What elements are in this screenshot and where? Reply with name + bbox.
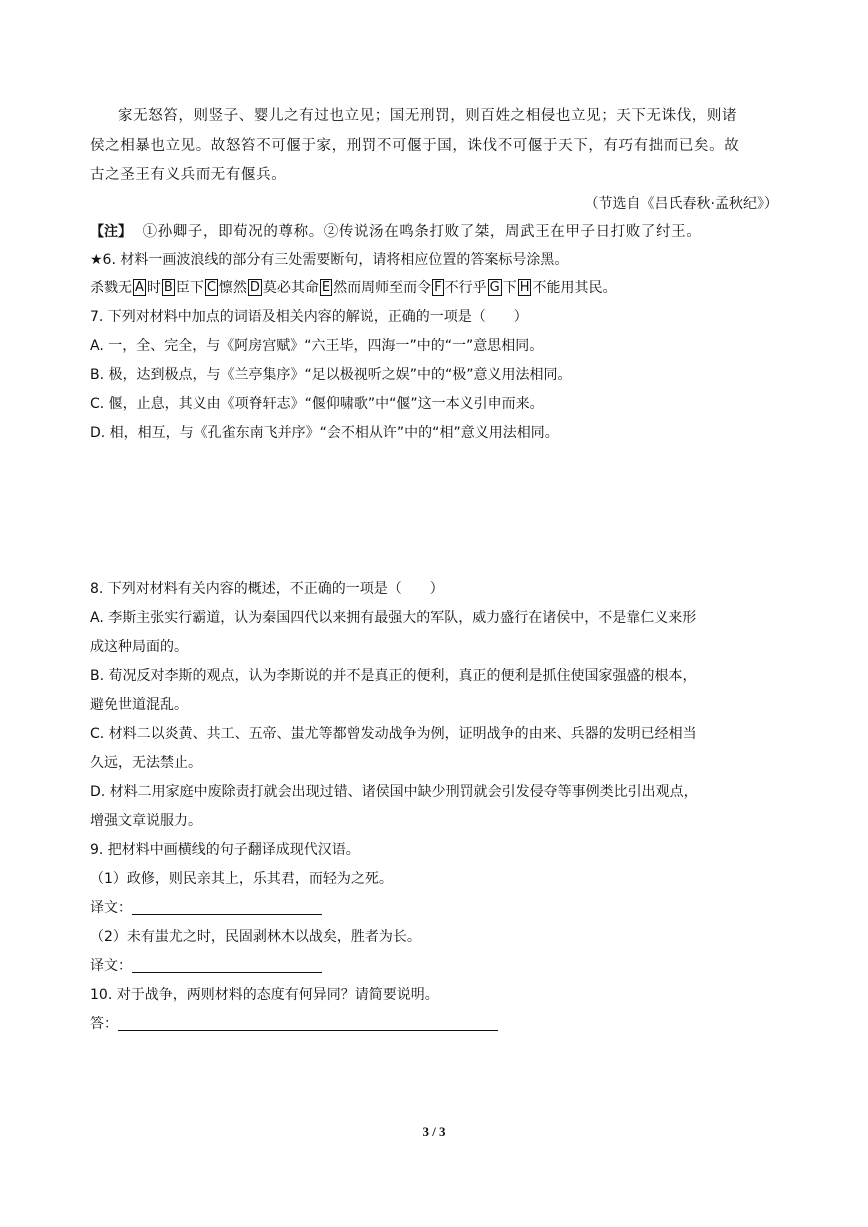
q6-segment: 杀戮无 [90, 280, 132, 296]
q6-mark-h[interactable]: H [519, 280, 530, 295]
q6-mark-g[interactable]: G [489, 280, 500, 295]
q6-mark-c[interactable]: C [206, 280, 216, 295]
answer-label: 答： [90, 1016, 118, 1032]
q7-stem: 7. 下列对材料中加点的词语及相关内容的解说，正确的一项是（ ） [90, 309, 528, 325]
q6-segment: 不行乎 [444, 280, 487, 296]
page-number: 3 / 3 [422, 1124, 446, 1139]
note-label: 【注】 [90, 224, 132, 240]
q6-segment: 臣下 [175, 280, 204, 296]
q6-segment: 下 [502, 280, 517, 296]
q8-line: C. 材料二以炎黄、共工、五帝、蚩尤等都曾发动战争为例，证明战争的由来、兵器的发明已经相当 [90, 726, 697, 742]
q7-option-b: B. 极，达到极点，与《兰亭集序》“足以极视听之娱”中的“极”意义用法相同。 [90, 367, 572, 383]
q9-sentence-1: （1）政修，则民亲其上，乐其君，而轻为之死。 [90, 871, 393, 887]
q6-mark-b[interactable]: B [163, 280, 173, 295]
q10-answer [90, 1013, 498, 1035]
translation-label: 译文： [90, 900, 132, 916]
q9-sentence-2: （2）未有蚩尤之时，民固剥林木以战矣，胜者为长。 [90, 929, 421, 945]
q8-line: B. 荀况反对李斯的观点，认为李斯说的并不是真正的便利，真正的便利是抓住使国家强盛的根本， [90, 668, 697, 684]
q7-option-d: D. 相，相互，与《孔雀东南飞并序》“会不相从许”中的“相”意义用法相同。 [90, 425, 559, 441]
translation-label: 译文： [90, 958, 132, 974]
translation-blank-1[interactable] [132, 898, 322, 915]
q6-sentence [90, 277, 616, 299]
q6-mark-a[interactable]: A [135, 280, 144, 295]
passage-line-1: 家无怒笞，则竖子、婴儿之有过也立见；国无刑罚，则百姓之相侵也立见；天下无诛伐，则诸 [118, 108, 738, 124]
note-text: ①孙卿子，即荀况的尊称。②传说汤在鸣条打败了桀，周武王在甲子日打败了纣王。 [142, 224, 702, 240]
q8-line: A. 李斯主张实行霸道，认为秦国四代以来拥有最强大的军队，威力盛行在诸侯中，不是靠仁义来形 [90, 610, 697, 626]
q8-stem: 8. 下列对材料有关内容的概述，不正确的一项是（ ） [90, 581, 444, 597]
passage-source: （节选自《吕氏春秋·孟秋纪》） [584, 196, 778, 212]
q8-line: 久远，无法禁止。 [90, 755, 202, 771]
q6-segment: 莫必其命 [262, 280, 319, 296]
translation-blank-2[interactable] [132, 956, 322, 973]
q6-mark-d[interactable]: D [249, 280, 260, 295]
note [90, 221, 701, 243]
q9-answer-2 [90, 955, 322, 977]
q8-line: 成这种局面的。 [90, 639, 188, 655]
q7-option-c: C. 偃，止息，其义由《项脊轩志》“偃仰啸歌”中“偃”这一本义引申而来。 [90, 396, 544, 412]
q8-line: 增强文章说服力。 [90, 813, 202, 829]
q6-segment: 不能用其民。 [532, 280, 617, 296]
q9-answer-1 [90, 897, 322, 919]
q6-mark-f[interactable]: F [434, 280, 442, 295]
passage-line-3: 古之圣王有义兵而无有偃兵。 [90, 167, 287, 183]
q8-line: 避免世道混乱。 [90, 697, 188, 713]
q6-segment: 时 [146, 280, 161, 296]
q6-segment: 懔然 [218, 280, 247, 296]
q7-option-a: A. 一，全、完全，与《阿房宫赋》“六王毕，四海一”中的“一”意思相同。 [90, 338, 544, 354]
q6-stem: ★6. 材料一画波浪线的部分有三处需要断句，请将相应位置的答案标号涂黑。 [90, 252, 569, 268]
answer-blank[interactable] [118, 1014, 498, 1031]
q8-line: D. 材料二用家庭中废除责打就会出现过错、诸侯国中缺少刑罚就会引发侵夺等事例类比引出观点， [90, 784, 698, 800]
passage-line-2: 侯之相暴也立见。故怒笞不可偃于家，刑罚不可偃于国，诛伐不可偃于天下，有巧有拙而已矣。故 [90, 138, 740, 154]
q6-segment: 然而周师至而令 [333, 280, 432, 296]
q9-stem: 9. 把材料中画横线的句子翻译成现代汉语。 [90, 842, 360, 858]
q10-stem: 10. 对于战争，两则材料的态度有何异同？请简要说明。 [90, 987, 439, 1003]
q6-mark-e[interactable]: E [321, 280, 331, 295]
